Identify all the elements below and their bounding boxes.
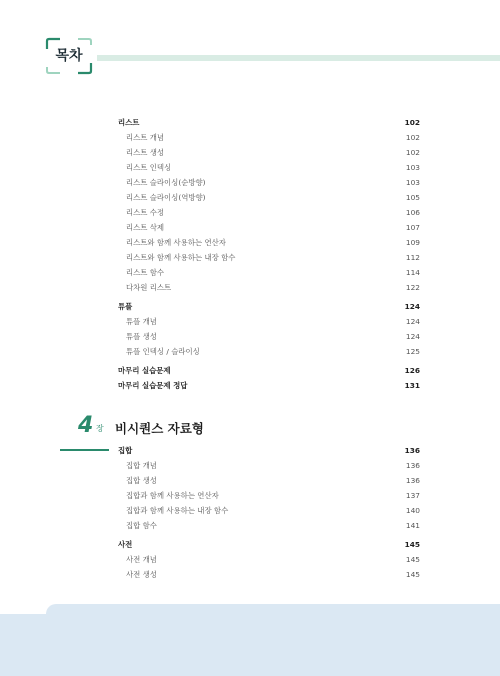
- toc-entry-label: 리스트와 함께 사용하는 내장 함수: [126, 253, 236, 262]
- toc-entry-label: 튜플 인덱싱 / 슬라이싱: [126, 347, 200, 356]
- toc-entry-row[interactable]: [118, 280, 420, 295]
- toc-entry-row[interactable]: [118, 473, 420, 488]
- toc-entry-label: 마무리 실습문제 정답: [118, 381, 188, 390]
- toc-section-1: [118, 115, 420, 393]
- toc-page-number: 112: [405, 253, 420, 262]
- toc-page-number: 145: [405, 555, 420, 564]
- toc-page-number: 145: [405, 570, 420, 579]
- badge-title: 목차: [55, 48, 83, 64]
- toc-entry-label: 리스트 삭제: [126, 223, 165, 232]
- toc-page-number: 106: [405, 208, 420, 217]
- toc-page-number: 114: [405, 268, 420, 277]
- toc-entry-label: 리스트와 함께 사용하는 연산자: [126, 238, 226, 247]
- toc-entry-label: 집합 함수: [126, 521, 157, 530]
- toc-entry-row[interactable]: [118, 130, 420, 145]
- toc-entry-row[interactable]: [118, 175, 420, 190]
- toc-entry-label: 튜플 생성: [126, 332, 157, 341]
- toc-entry-label: 리스트: [118, 118, 140, 127]
- toc-entry-label: 집합: [118, 446, 133, 455]
- toc-page-number: 124: [404, 302, 420, 311]
- toc-page-number: 137: [405, 491, 420, 500]
- toc-heading-row[interactable]: [118, 378, 420, 393]
- toc-page-number: 107: [405, 223, 420, 232]
- toc-page-number: 102: [405, 133, 420, 142]
- toc-entry-label: 다차원 리스트: [126, 283, 172, 292]
- toc-entry-row[interactable]: [118, 145, 420, 160]
- toc-entry-label: 튜플: [118, 302, 133, 311]
- toc-entry-label: 리스트 개념: [126, 133, 165, 142]
- toc-page-number: 103: [405, 178, 420, 187]
- toc-entry-row[interactable]: [118, 314, 420, 329]
- toc-entry-label: 집합 개념: [126, 461, 157, 470]
- toc-entry-label: 집합과 함께 사용하는 연산자: [126, 491, 219, 500]
- chapter-number: 4: [78, 413, 94, 438]
- toc-page-number: 136: [405, 476, 420, 485]
- toc-entry-row[interactable]: [118, 344, 420, 359]
- toc-page-number: 122: [405, 283, 420, 292]
- toc-heading-row[interactable]: [118, 299, 420, 314]
- toc-entry-row[interactable]: [118, 160, 420, 175]
- header-divider: [97, 55, 500, 61]
- toc-page-number: 136: [405, 461, 420, 470]
- toc-entry-label: 사전: [118, 540, 133, 549]
- toc-entry-row[interactable]: [118, 190, 420, 205]
- toc-entry-row[interactable]: [118, 458, 420, 473]
- toc-heading-row[interactable]: [118, 537, 420, 552]
- toc-page-number: 124: [405, 317, 420, 326]
- chapter-title: 비시퀀스 자료형: [115, 421, 204, 436]
- toc-page-number: 125: [405, 347, 420, 356]
- toc-entry-label: 사전 생성: [126, 570, 157, 579]
- toc-entry-row[interactable]: [118, 205, 420, 220]
- toc-heading-row[interactable]: [118, 115, 420, 130]
- toc-entry-label: 리스트 함수: [126, 268, 165, 277]
- toc-section-2: [118, 443, 420, 582]
- toc-entry-row[interactable]: [118, 567, 420, 582]
- toc-page-number: 103: [405, 163, 420, 172]
- toc-entry-label: 사전 개념: [126, 555, 157, 564]
- toc-page-number: 124: [405, 332, 420, 341]
- toc-page-number: 131: [404, 381, 420, 390]
- toc-entry-row[interactable]: [118, 552, 420, 567]
- toc-page-number: 109: [405, 238, 420, 247]
- toc-page-number: 105: [405, 193, 420, 202]
- toc-entry-row[interactable]: [118, 250, 420, 265]
- toc-entry-row[interactable]: [118, 220, 420, 235]
- chapter-rule: [60, 449, 109, 451]
- toc-entry-label: 리스트 수정: [126, 208, 165, 217]
- toc-entry-label: 집합과 함께 사용하는 내장 함수: [126, 506, 229, 515]
- toc-heading-row[interactable]: [118, 363, 420, 378]
- toc-entry-row[interactable]: [118, 503, 420, 518]
- toc-entry-row[interactable]: [118, 329, 420, 344]
- toc-entry-label: 리스트 인덱싱: [126, 163, 172, 172]
- toc-heading-row[interactable]: [118, 443, 420, 458]
- toc-page-number: 136: [404, 446, 420, 455]
- toc-entry-row[interactable]: [118, 518, 420, 533]
- toc-entry-row[interactable]: [118, 265, 420, 280]
- toc-entry-label: 마무리 실습문제: [118, 366, 171, 375]
- toc-entry-label: 집합 생성: [126, 476, 157, 485]
- toc-page-number: 102: [404, 118, 420, 127]
- footer-band: [46, 604, 500, 676]
- chapter-unit: 장: [96, 424, 104, 433]
- toc-badge: [44, 37, 94, 75]
- toc-entry-label: 리스트 슬라이싱(역방향): [126, 193, 206, 202]
- toc-page-number: 102: [405, 148, 420, 157]
- toc-entry-row[interactable]: [118, 488, 420, 503]
- toc-page-number: 126: [404, 366, 420, 375]
- toc-page-number: 141: [405, 521, 420, 530]
- toc-entry-label: 리스트 슬라이싱(순방향): [126, 178, 206, 187]
- toc-entry-label: 리스트 생성: [126, 148, 165, 157]
- toc-page-number: 140: [405, 506, 420, 515]
- toc-entry-label: 튜플 개념: [126, 317, 157, 326]
- toc-entry-row[interactable]: [118, 235, 420, 250]
- toc-page-number: 145: [404, 540, 420, 549]
